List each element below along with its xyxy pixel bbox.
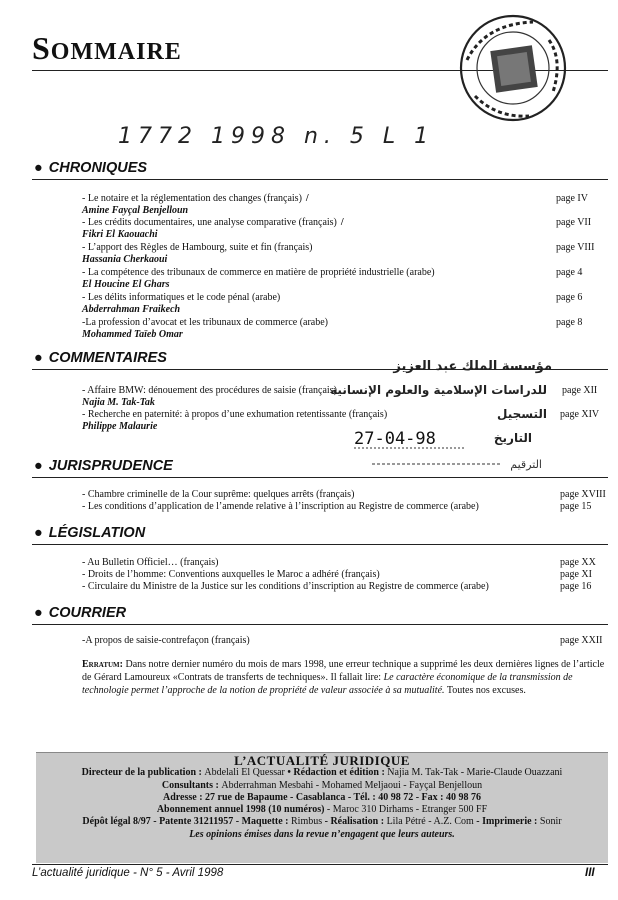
page-ref: page VIII	[556, 242, 595, 253]
section-rule	[32, 624, 608, 625]
list-item: -A propos de saisie-contrefaçon (français)	[82, 635, 250, 646]
handwritten-reference: 1772 1998 n. 5 L 1	[118, 124, 435, 149]
section-courrier: ● COURRIER	[34, 605, 127, 621]
page-ref: page XVIII	[560, 489, 606, 500]
page-ref: page VII	[556, 217, 592, 228]
library-stamp-icon	[445, 10, 585, 130]
stamp-date: 27-04-98	[354, 429, 436, 449]
list-item: - Affaire BMW: dénouement des procédures de saisie (français)	[82, 385, 337, 396]
section-rule	[32, 544, 608, 545]
list-item: -La profession d’avocat et les tribunaux de commerce (arabe)	[82, 317, 328, 328]
list-item: - La compétence des tribunaux de commerce en matière de propriété industrielle (arabe)	[82, 267, 435, 278]
page-ref: page 15	[560, 501, 592, 512]
erratum-note: Erratum: Dans notre dernier numéro du mois de mars 1998, une erreur technique a supprimé les deux dernières lignes de l’article de Gérard Lamoureux «Contrats de transferts de techniques». Il fallait lire: Le caractère économique de la transmission de technologie permet l’approche de la notion de propriété de valeur associée à sa mutualité. Toutes nos excuses.	[82, 659, 605, 696]
page-ref: page 8	[556, 317, 583, 328]
page-ref: page XI	[560, 569, 592, 580]
page-ref: page 16	[560, 581, 592, 592]
list-item: - Circulaire du Ministre de la Justice sur les conditions d’inscription au Registre de commerce (arabe)	[82, 581, 489, 592]
list-item: - Chambre criminelle de la Cour suprême: quelques arrêts (français)	[82, 489, 355, 500]
masthead-disclaimer: Les opinions émises dans la revue n’engagent que leurs auteurs.	[189, 828, 455, 840]
author: Mohammed Taïeb Omar	[82, 329, 183, 340]
author: Philippe Malaurie	[82, 421, 158, 432]
page-ref: page 4	[556, 267, 583, 278]
reception-stamp-icon	[330, 359, 562, 472]
section-rule	[32, 477, 608, 478]
author: El Houcine El Ghars	[82, 279, 170, 290]
footer-page-number: III	[585, 867, 595, 879]
stamp-number-label: الترقيم	[510, 458, 542, 471]
section-rule	[32, 179, 608, 180]
masthead-box	[36, 752, 608, 863]
masthead-line: Dépôt légal 8/97 - Patente 31211957 - Maquette : Rimbus - Réalisation : Lila Pétré - A.Z. Com - Imprimerie : Sonir	[82, 816, 562, 828]
section-commentaires: ● COMMENTAIRES	[34, 350, 167, 366]
author: Hassania Cherkaoui	[82, 254, 168, 265]
page-ref: page XXII	[560, 635, 603, 646]
stamp-line-2: للدراسات الإسلامية والعلوم الإنسانية	[330, 383, 547, 397]
list-item: - Les crédits documentaires, une analyse comparative (français) /	[82, 217, 344, 228]
masthead-title: L’ACTUALITÉ JURIDIQUE	[234, 753, 410, 768]
stamp-date-label: التاريخ	[493, 431, 532, 445]
author: Najia M. Tak-Tak	[82, 397, 155, 408]
page-ref: page XIV	[560, 409, 600, 420]
footer-publication: L’actualité juridique - N° 5 - Avril 1998	[32, 867, 224, 879]
list-item: - Les conditions d’application de l’amende relative à l’inscription au Registre de commerce (arabe)	[82, 501, 479, 512]
page-ref: page XX	[560, 557, 596, 568]
page-ref: page 6	[556, 292, 583, 303]
footer-rule	[32, 864, 608, 865]
section-chroniques: ● CHRONIQUES	[34, 160, 148, 176]
masthead-line: Directeur de la publication : Abdelali El Quessar • Rédaction et édition : Najia M. Tak-Tak - Marie-Claude Ouazzani	[81, 767, 563, 779]
list-item: - Recherche en paternité: à propos d’une exhumation retentissante (français)	[82, 409, 388, 420]
masthead-line: Adresse : 27 rue de Bapaume - Casablanca - Tél. : 40 98 72 - Fax : 40 98 76	[163, 791, 481, 803]
page-ref: page XII	[562, 385, 598, 396]
masthead-line: Consultants : Abderrahman Mesbahi - Mohamed Meljaoui - Fayçal Benjelloun	[161, 779, 483, 791]
list-item: - Au Bulletin Officiel… (français)	[82, 557, 219, 568]
section-jurisprudence: ● JURISPRUDENCE	[34, 458, 173, 474]
stamp-line-3: التسجيل	[497, 407, 547, 421]
erratum-label: Erratum:	[82, 659, 123, 670]
list-item: - Droits de l’homme: Conventions auxquelles le Maroc a adhéré (français)	[82, 569, 380, 580]
list-item: - Le notaire et la réglementation des changes (français) /	[82, 193, 309, 204]
author: Amine Fayçal Benjelloun	[82, 205, 189, 216]
masthead-line: Abonnement annuel 1998 (10 numéros) - Maroc 310 Dirhams - Etranger 500 FF	[156, 804, 488, 816]
stamp-line-1: مؤسسة الملك عبد العزيز	[393, 359, 552, 374]
page-ref: page IV	[556, 193, 588, 204]
list-item: - Les délits informatiques et le code pénal (arabe)	[82, 292, 281, 303]
author: Fikri El Kaouachi	[82, 229, 158, 240]
section-legislation: ● LÉGISLATION	[34, 525, 146, 541]
page-title: SOMMAIRE	[32, 30, 182, 66]
list-item: - L’apport des Règles de Hambourg, suite et fin (français)	[82, 242, 313, 253]
author: Abderrahman Fraikech	[82, 304, 181, 315]
